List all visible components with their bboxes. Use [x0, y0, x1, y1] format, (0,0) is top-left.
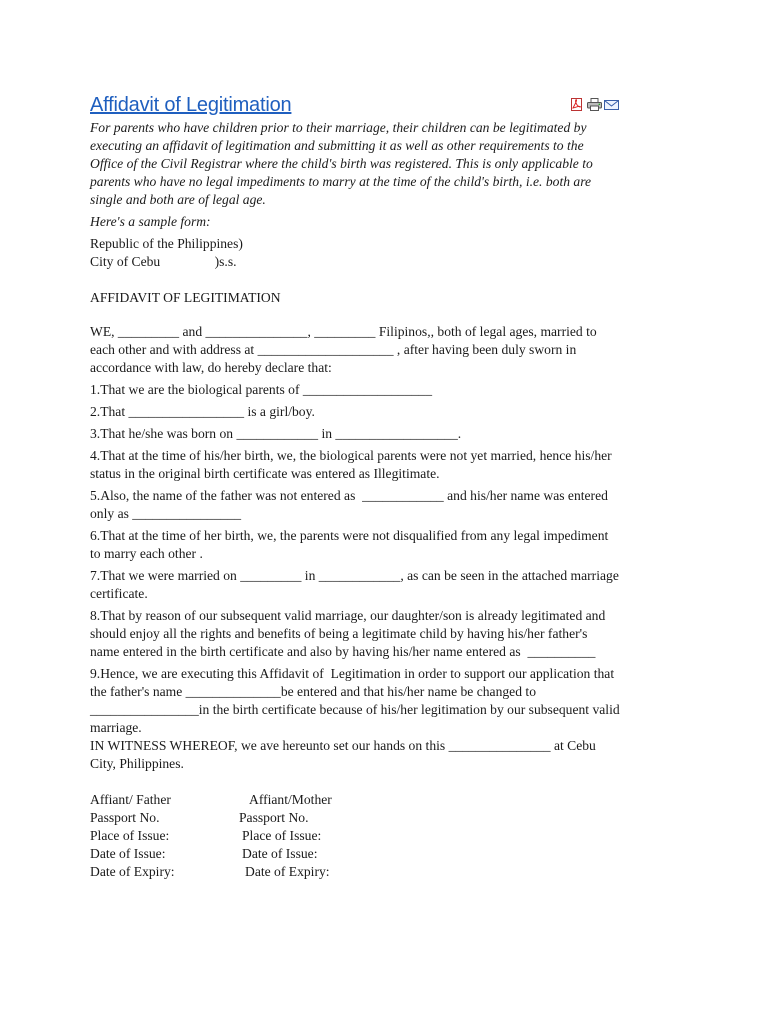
- mother-field-label: Date of Issue:: [242, 846, 318, 861]
- clause-2: 2.That _________________ is a girl/boy.: [90, 404, 315, 419]
- signature-block: [90, 791, 620, 881]
- clause-1: 1.That we are the biological parents of ___________________: [90, 382, 433, 397]
- email-icon[interactable]: [604, 98, 617, 111]
- signature-row: [90, 827, 620, 845]
- print-icon[interactable]: [587, 98, 600, 111]
- mother-field-label: Passport No.: [239, 810, 309, 825]
- clause-4: 4.That at the time of his/her birth, we, the biological parents were not yet married, hence his/her status in the original birth certificate was entered as Illegitimate.: [90, 448, 616, 481]
- venue-line-1: Republic of the Philippines): [90, 236, 243, 251]
- venue-line-2: City of Cebu )s.s.: [90, 254, 237, 269]
- document-page: [90, 92, 624, 881]
- father-field-label: Affiant/ Father: [90, 792, 171, 807]
- witness-paragraph: IN WITNESS WHEREOF, we ave hereunto set our hands on this _______________ at Cebu City, Philippines.: [90, 738, 600, 771]
- signature-row: [90, 809, 620, 827]
- sample-label: Here's a sample form:: [90, 214, 211, 229]
- intro-paragraph: For parents who have children prior to their marriage, their children can be legitimated by executing an affidavit of legitimation and submitting it as well as other requirements to the Office of the Civil Registrar where the child's birth was registered. This is only applicable to parents who have no legal impediments to marry at the time of the child's birth, i.e. both are single and both are of legal age.: [90, 120, 593, 207]
- action-icons: [570, 98, 617, 111]
- father-field-label: Passport No.: [90, 810, 160, 825]
- mother-field-label: Affiant/Mother: [249, 792, 332, 807]
- document-heading: AFFIDAVIT OF LEGITIMATION: [90, 290, 281, 305]
- clause-8: 8.That by reason of our subsequent valid marriage, our daughter/son is already legitimated and should enjoy all the rights and benefits of being a legitimate child by having his/her father's name entered in the birth certificate and also by having his/her name entered as __________: [90, 608, 609, 659]
- mother-field-label: Place of Issue:: [242, 828, 322, 843]
- clause-9: 9.Hence, we are executing this Affidavit of Legitimation in order to support our application that the father's name ______________be entered and that his/her name be changed to ________________in the birth certificate because of his/her legitimation by our subsequent valid marriage.: [90, 666, 624, 735]
- signature-row: [90, 845, 620, 863]
- father-field-label: Place of Issue:: [90, 828, 170, 843]
- clause-3: 3.That he/she was born on ____________ in __________________.: [90, 426, 462, 441]
- title-row: [90, 92, 620, 118]
- signature-row: [90, 863, 620, 881]
- pdf-icon[interactable]: [570, 98, 583, 111]
- mother-field-label: Date of Expiry:: [245, 864, 330, 879]
- clause-6: 6.That at the time of her birth, we, the parents were not disqualified from any legal impediment to marry each other .: [90, 528, 612, 561]
- preamble-paragraph: WE, _________ and _______________, _________ Filipinos,, both of legal ages, married to each other and with address at ____________________ , after having been duly sworn in accordance with law, do hereby declare that:: [90, 324, 601, 375]
- signature-row: [90, 791, 620, 809]
- clause-7: 7.That we were married on _________ in ____________, as can be seen in the attached marriage certificate.: [90, 568, 623, 601]
- clause-5: 5.Also, the name of the father was not entered as ____________ and his/her name was entered only as ________________: [90, 488, 612, 521]
- page-title[interactable]: Affidavit of Legitimation: [90, 94, 292, 116]
- father-field-label: Date of Expiry:: [90, 864, 175, 879]
- father-field-label: Date of Issue:: [90, 846, 166, 861]
